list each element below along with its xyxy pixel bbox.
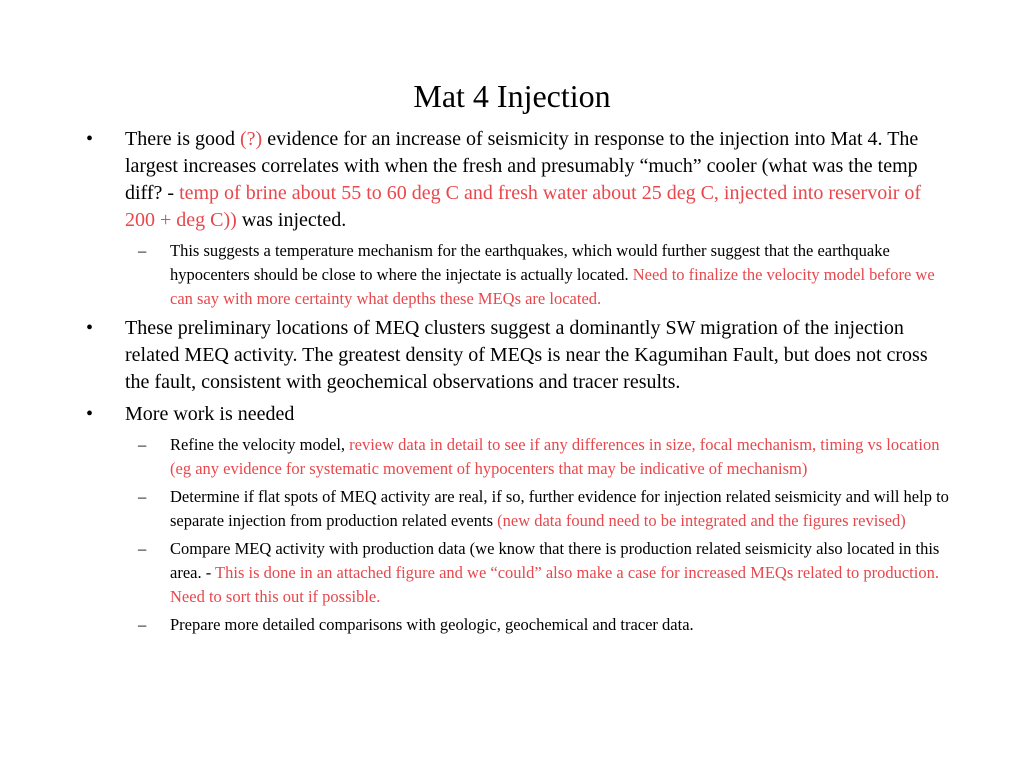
sub-bullet-text-segment: This suggests a temperature mechanism for the earthquakes, which would further suggest that the earthquake hypocenters should be close to where the injectate is actually located.	[170, 241, 890, 284]
sub-bullet-text-segment-highlight: (new data found need to be integrated and the figures revised)	[497, 511, 906, 530]
sub-bullet-item	[0, 433, 1024, 481]
bullet-text-segment: These preliminary locations of MEQ clusters suggest a dominantly SW migration of the injection related MEQ activity. The greatest density of MEQs is near the Kagumihan Fault, but does not cross the fault, consistent with geochemical observations and tracer results.	[125, 317, 928, 393]
sub-bullet-text-segment-highlight: Need to finalize the velocity model before we can say with more certainty what depths these MEQs are located.	[170, 265, 935, 308]
sub-bullet-item	[0, 485, 1024, 533]
slide-title: Mat 4 Injection	[413, 78, 611, 114]
dash-glyph: –	[138, 241, 147, 260]
dash-glyph: –	[138, 615, 147, 634]
sub-bullet-text-segment-highlight: This is done in an attached figure and we “could” also make a case for increased MEQs related to production. Need to sort this out if possible.	[170, 563, 939, 606]
bullet-glyph: •	[86, 403, 94, 425]
bullet-text-segment: was injected.	[236, 209, 347, 231]
dash-glyph: –	[138, 435, 147, 454]
bullet-text-segment: More work is needed	[125, 403, 295, 425]
bullet-text-segment-highlight: temp of brine about 55 to 60 deg C and fresh water about 25 deg C, injected into reservoir of 200 + deg C))	[125, 182, 922, 231]
dash-glyph: –	[138, 487, 147, 506]
slide-body	[0, 126, 1024, 641]
bullet-text-segment: evidence for an increase of seismicity in response to the injection into Mat 4. The largest increases correlates with when the fresh and presumably “much” cooler (what was the temp diff? -	[125, 128, 919, 204]
bullet-glyph: •	[86, 128, 94, 150]
sub-bullet-item	[0, 613, 1024, 637]
bullet-text-segment: There is good	[125, 128, 240, 150]
bullet-item	[0, 126, 1024, 234]
sub-bullet-text-segment: Refine the velocity model,	[170, 435, 350, 454]
sub-bullet-text-segment-highlight: review data in detail to see if any differences in size, focal mechanism, timing vs location (eg any evidence for systematic movement of hypocenters that may be indicative of mechanism)	[170, 435, 940, 478]
bullet-text-segment-highlight: (?)	[239, 128, 263, 150]
sub-bullet-item	[0, 239, 1024, 311]
bullet-glyph: •	[86, 317, 94, 339]
sub-bullet-text-segment: Determine if flat spots of MEQ activity are real, if so, further evidence for injection related seismicity and will help to separate injection from production related events	[170, 487, 949, 530]
bullet-item	[0, 401, 1024, 428]
bullet-item	[0, 315, 1024, 396]
sub-bullet-item	[0, 537, 1024, 609]
dash-glyph: –	[138, 539, 147, 558]
sub-bullet-text-segment: Prepare more detailed comparisons with geologic, geochemical and tracer data.	[170, 615, 694, 634]
sub-bullet-text-segment: Compare MEQ activity with production data (we know that there is production related seismicity also located in this area. -	[170, 539, 940, 582]
